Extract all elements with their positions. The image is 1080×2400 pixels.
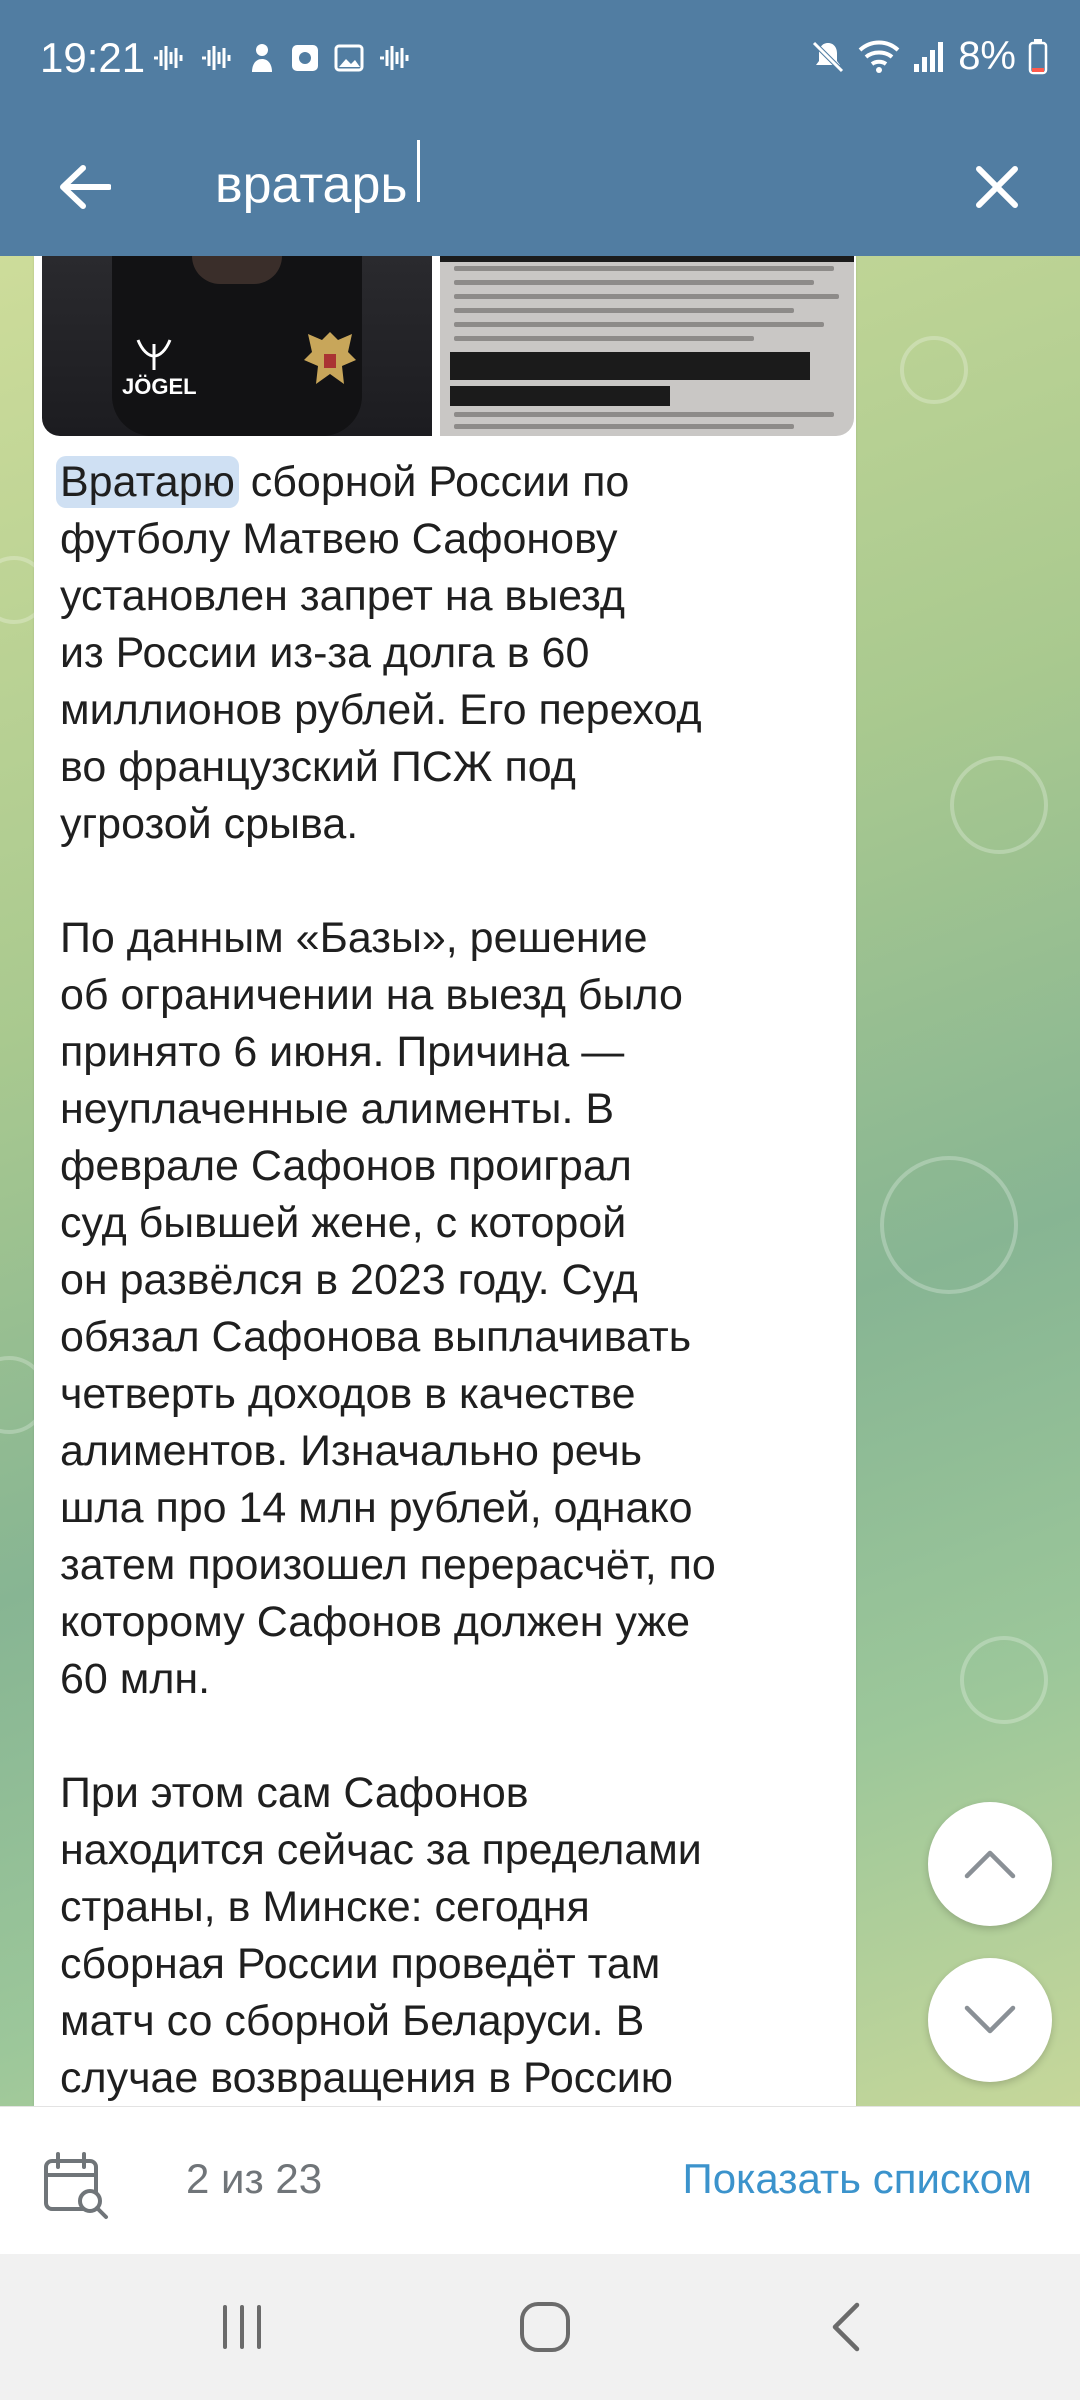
coat-of-arms-icon <box>300 326 360 396</box>
wifi-icon <box>858 40 900 74</box>
message-paragraph-2: По данным «Базы», решение об ограничении на выезд было принято 6 июня. Причина — неуплаченные алименты. В феврале Сафонов проиграл суд бывшей жене, с которой он развёлся в 2023 году. Суд обязал Сафонова выплачивать четверть доходов в качестве алиментов. Изначально речь шла про 14 млн рублей, однако затем произошел перерасчёт, по которому Сафонов должен уже 60 млн. <box>60 914 716 1703</box>
top-bar <box>0 0 1080 256</box>
search-results-bar <box>0 2106 1080 2255</box>
document-line <box>454 294 839 299</box>
document-line <box>454 322 824 327</box>
home-icon <box>517 2299 573 2355</box>
background-doodle <box>960 1636 1048 1724</box>
back-button[interactable] <box>42 144 128 230</box>
system-navigation-bar <box>0 2254 1080 2400</box>
message-paragraph-3: При этом сам Сафонов находится сейчас за пределами страны, в Минске: сегодня сборная России проведёт там матч со сборной Беларуси. В случае возвращения в Россию <box>60 1769 702 2102</box>
document-line <box>454 424 794 429</box>
background-doodle <box>950 756 1048 854</box>
photo-document[interactable] <box>440 256 854 436</box>
search-toolbar <box>0 118 1080 256</box>
redaction-bar <box>440 256 854 262</box>
previous-result-button[interactable] <box>928 1802 1052 1926</box>
calendar-search-button[interactable] <box>40 2149 114 2223</box>
arrow-left-icon <box>59 165 111 209</box>
signal-icon <box>912 40 946 74</box>
calendar-search-icon <box>40 2149 114 2223</box>
app-icon <box>290 43 320 73</box>
gallery-icon <box>334 43 364 73</box>
photo-album <box>38 256 852 436</box>
chevron-up-icon <box>963 1848 1017 1880</box>
chevron-left-icon <box>827 2301 867 2353</box>
search-match-highlight: Вратарю <box>56 456 239 508</box>
battery-percent: 8% <box>958 34 1016 78</box>
close-icon <box>975 165 1019 209</box>
mute-icon <box>810 39 846 75</box>
next-result-button[interactable] <box>928 1958 1052 2082</box>
chevron-down-icon <box>963 2004 1017 2036</box>
message-text <box>60 454 840 2106</box>
home-button[interactable] <box>510 2292 580 2362</box>
status-bar <box>0 0 1080 118</box>
background-doodle <box>900 336 968 404</box>
chat-background <box>0 256 1080 2106</box>
battery-icon <box>1028 39 1048 75</box>
close-button[interactable] <box>954 144 1040 230</box>
search-input[interactable] <box>215 140 915 230</box>
document-line <box>454 336 754 341</box>
search-result-counter: 2 из 23 <box>186 2155 323 2202</box>
redaction-bar <box>450 386 670 406</box>
show-as-list-button[interactable]: Показать списком <box>682 2155 1032 2202</box>
person-icon <box>248 42 276 74</box>
document-line <box>454 266 834 271</box>
document-line <box>454 412 834 417</box>
message-bubble[interactable] <box>34 256 856 2106</box>
status-time: 19:21 <box>40 34 146 81</box>
document-line <box>454 280 814 285</box>
text-cursor <box>417 140 420 202</box>
vibrate-icon <box>152 43 186 73</box>
photo-goalkeeper[interactable] <box>42 256 432 436</box>
recent-apps-icon <box>217 2303 267 2351</box>
vibrate-icon <box>378 43 412 73</box>
background-doodle <box>880 1156 1018 1294</box>
redaction-bar <box>450 352 810 380</box>
brand-logo-icon <box>134 336 174 370</box>
back-system-button[interactable] <box>812 2292 882 2362</box>
status-right <box>810 34 1048 79</box>
recent-apps-button[interactable] <box>207 2292 277 2362</box>
vibrate-icon <box>200 43 234 73</box>
neck <box>192 256 282 284</box>
message-paragraph-1: сборной России по футболу Матвею Сафонову установлен запрет на выезд из России из-за долга в 60 миллионов рублей. Его переход во французский ПСЖ под угрозой срыва. <box>60 458 702 848</box>
brand-logo-text: JÖGEL <box>122 374 197 399</box>
notification-icons <box>152 42 412 74</box>
document-line <box>454 308 794 313</box>
